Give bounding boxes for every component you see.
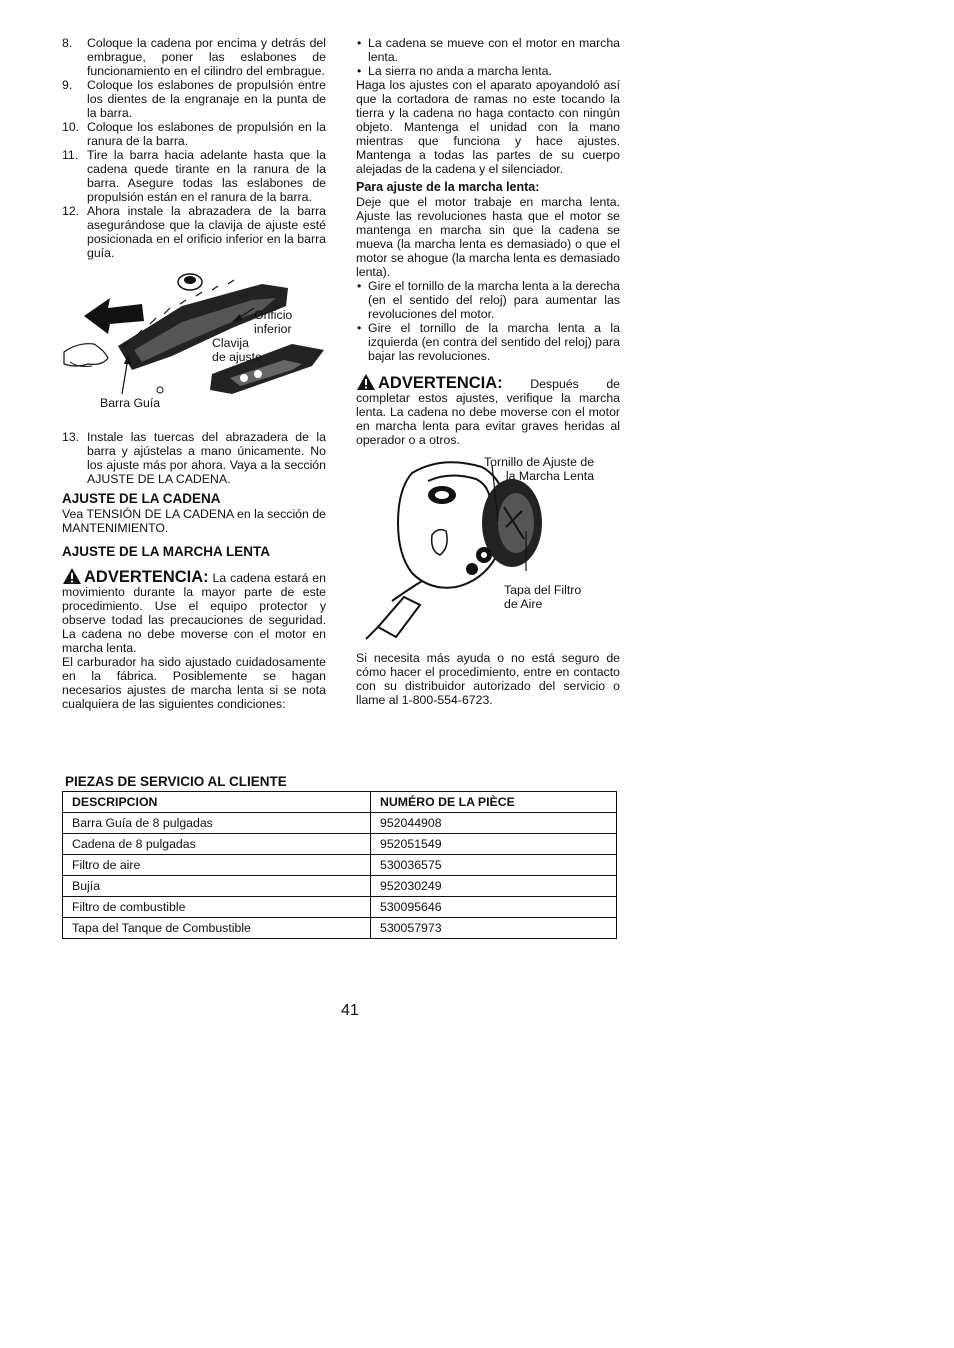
marcha-lenta-text: Deje que el motor trabaje en marcha lenta. Ajuste las revoluciones hasta que el motor se mantenga en marcha sin que la cadena se mueva (la marcha lenta es demasiado) o que el motor se ahogue (la marcha lenta es demasiado lenta). [356, 195, 620, 279]
steps-list [62, 36, 326, 260]
step-13: 13. Instale las tuercas del abrazadera de la barra y ajústelas a mano únicamente. No los ajuste más por ahora. Vaya a la sección AJUSTE DE LA CADENA. [62, 430, 326, 486]
label-clavija-de-ajuste: Clavija de ajuste [212, 336, 262, 364]
part-description: Barra Guía de 8 pulgadas [63, 813, 371, 834]
part-number: 530036575 [371, 855, 617, 876]
warning-block-left [62, 567, 326, 655]
table-row [63, 855, 617, 876]
text-ajuste-cadena: Vea TENSIÓN DE LA CADENA en la sección de MANTENIMIENTO. [62, 507, 326, 535]
part-description: Cadena de 8 pulgadas [63, 834, 371, 855]
part-description: Filtro de aire [63, 855, 371, 876]
screw-instruction-item: • Gire el tornillo de la marcha lenta a la derecha (en el sentido del reloj) para aumentar las revoluciones del motor. [357, 279, 620, 321]
warning-word: ADVERTENCIA: [378, 374, 503, 392]
carburetor-figure [356, 451, 620, 641]
part-number: 952051549 [371, 834, 617, 855]
table-row [63, 918, 617, 939]
step-13-list [62, 430, 326, 486]
label-orificio-inferior: Orificio inferior [254, 308, 293, 336]
left-column [62, 36, 326, 711]
warning-triangle-icon [356, 373, 376, 391]
part-number: 952030249 [371, 876, 617, 897]
part-description: Bujía [63, 876, 371, 897]
part-number: 530095646 [371, 897, 617, 918]
screw-instruction-item: • Gire el tornillo de la marcha lenta a la izquierda (en contra del sentido del reloj) para bajar las revoluciones. [357, 321, 620, 363]
heading-ajuste-marcha: AJUSTE DE LA MARCHA LENTA [62, 544, 270, 559]
carburetor-text: El carburador ha sido ajustado cuidadosamente en la fábrica. Posiblemente se hagan necesarios ajustes de marcha lenta si se nota cualquiera de las siguientes condiciones: [62, 655, 326, 711]
part-number: 952044908 [371, 813, 617, 834]
table-row [63, 897, 617, 918]
header-numero-pieza: NUMÉRO DE LA PIÈCE [371, 792, 617, 813]
adjust-text: Haga los ajustes con el aparato apoyandoló así que la cortadora de ramas no este tocando la tierra y la cadena no haga contacto con ningún objeto. Mantenga el unidad con la mano mientras que funciona y hace ajustes. Mantenga a todas las partes de su cuerpo alejadas de la cadena y el silenciador. [356, 78, 620, 176]
parts-table [62, 791, 617, 939]
table-row [63, 876, 617, 897]
step-8: 8. Coloque la cadena por encima y detrás del embrague, poner las eslabones de funcionamiento en el cilindro del embrague. [62, 36, 326, 78]
condition-item: • La sierra no anda a marcha lenta. [357, 64, 552, 78]
warning-text: Después de completar estos ajustes, verifique la marcha lenta. La cadena no debe moverse con el motor en marcha lenta para evitar graves heridas al operador o a otros. [356, 377, 620, 447]
conditions-list [356, 36, 620, 78]
table-row [63, 813, 617, 834]
guide-bar-figure [62, 266, 326, 426]
condition-item: • La cadena se mueve con el motor en marcha lenta. [357, 36, 620, 64]
warning-text: La cadena estará en movimiento durante la mayor parte de este procedimiento. Use el equipo protector y observe todad las precauciones de seguridad. La cadena no debe moverse con el motor en marcha lenta. [62, 571, 326, 655]
step-9: 9. Coloque los eslabones de propulsión entre los dientes de la engranaje en la punta de la barra. [62, 78, 326, 120]
step-12: 12. Ahora instale la abrazadera de la barra asegurándose que la clavija de ajuste esté posicionada en el orificio inferior en la barra guía. [62, 204, 326, 260]
table-header-row [63, 792, 617, 813]
table-row [63, 834, 617, 855]
part-description: Filtro de combustible [63, 897, 371, 918]
help-text: Si necesita más ayuda o no está seguro de cómo hacer el procedimiento, entre en contacto con su distribuidor autorizado del servicio o llame al 1-800-554-6723. [356, 651, 620, 707]
warning-word: ADVERTENCIA: [84, 568, 209, 586]
warning-triangle-icon [62, 567, 82, 585]
right-column [356, 36, 620, 707]
page-number: 41 [341, 1002, 359, 1019]
label-barra-guia: Barra Guía [100, 396, 161, 410]
header-descripcion: DESCRIPCION [63, 792, 371, 813]
part-number: 530057973 [371, 918, 617, 939]
label-tornillo-ajuste: Tornillo de Ajuste de la Marcha Lenta [484, 455, 595, 483]
step-10: 10. Coloque los eslabones de propulsión en la ranura de la barra. [62, 120, 326, 148]
warning-block-right [356, 373, 620, 447]
part-description: Tapa del Tanque de Combustible [63, 918, 371, 939]
step-11: 11. Tire la barra hacia adelante hasta que la cadena quede tirante en la ranura de la barra. Asegure todas las eslabones de propulsión están en el ranura de la barra. [62, 148, 326, 204]
parts-title: PIEZAS DE SERVICIO AL CLIENTE [65, 774, 287, 789]
heading-ajuste-cadena: AJUSTE DE LA CADENA [62, 491, 221, 506]
service-parts-section [62, 775, 617, 939]
label-tapa-filtro: Tapa del Filtro de Aire [504, 583, 582, 611]
screw-instructions-list [356, 279, 620, 363]
subhead-marcha-lenta: Para ajuste de la marcha lenta: [356, 180, 540, 194]
